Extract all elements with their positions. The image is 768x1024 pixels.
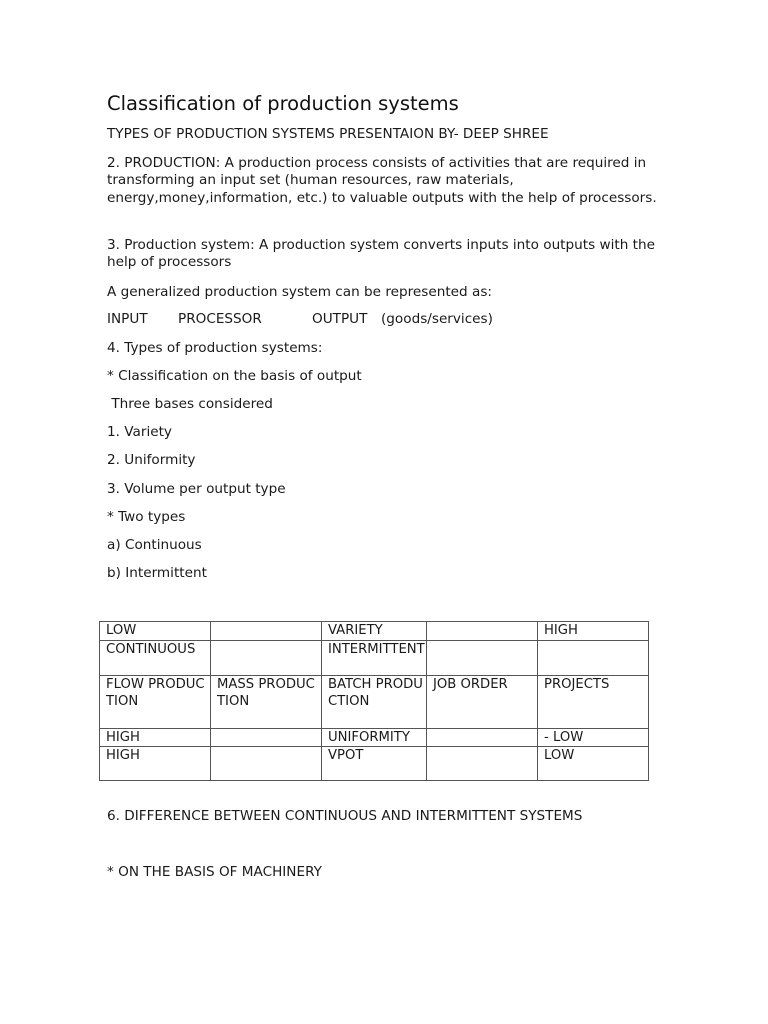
table-row [100,675,649,728]
table-cell: HIGH [100,728,211,747]
table-cell: HIGH [100,747,211,781]
classification-line: * Classification on the basis of output [107,368,362,384]
table-cell [427,622,538,641]
table-row [100,640,649,675]
table-cell: MASS PRODUCTION [211,675,322,728]
production-paragraph: 2. PRODUCTION: A production process consists of activities that are required in transforming an input set (human resources, raw materials, energy,money,information, etc.) to valuable outputs with the help of processors. [107,155,657,206]
three-bases-line: Three bases considered [107,396,273,412]
table-cell [427,728,538,747]
table-cell [538,640,649,675]
intermittent-item: b) Intermittent [107,565,207,581]
table-row [100,728,649,747]
table-cell: - LOW [538,728,649,747]
basis-item: 3. Volume per output type [107,481,286,497]
table-cell: UNIFORMITY [322,728,427,747]
table-cell: HIGH [538,622,649,641]
difference-heading: 6. DIFFERENCE BETWEEN CONTINUOUS AND INTERMITTENT SYSTEMS [107,808,583,824]
table-cell [211,622,322,641]
continuous-item: a) Continuous [107,537,202,553]
generalized-line: A generalized production system can be represented as: [107,284,492,300]
io-output-label: OUTPUT [312,311,368,327]
table-cell: INTERMITTENT [322,640,427,675]
table-cell [211,640,322,675]
subtitle-line: TYPES OF PRODUCTION SYSTEMS PRESENTAION BY- DEEP SHREE [107,126,549,142]
table-cell: VARIETY [322,622,427,641]
table-cell: JOB ORDER [427,675,538,728]
table-cell [427,747,538,781]
table-cell: LOW [100,622,211,641]
table-cell [211,747,322,781]
io-goods-label: (goods/services) [381,311,493,327]
io-input-label: INPUT [107,311,148,327]
two-types-line: * Two types [107,509,186,525]
classification-table [99,621,649,781]
types-heading: 4. Types of production systems: [107,340,323,356]
document-title: Classification of production systems [107,92,459,115]
table-row [100,622,649,641]
basis-item: 1. Variety [107,424,172,440]
table-cell: VPOT [322,747,427,781]
table-cell: CONTINUOUS [100,640,211,675]
io-representation [107,311,667,329]
classification-table-wrapper [99,621,649,781]
table-cell [211,728,322,747]
table-cell: PROJECTS [538,675,649,728]
io-processor-label: PROCESSOR [178,311,262,327]
table-cell [427,640,538,675]
table-cell: BATCH PRODUCTION [322,675,427,728]
production-system-paragraph: 3. Production system: A production system converts inputs into outputs with the help of processors [107,237,655,271]
machinery-line: * ON THE BASIS OF MACHINERY [107,864,322,880]
basis-item: 2. Uniformity [107,452,196,468]
table-cell: FLOW PRODUCTION [100,675,211,728]
table-row [100,747,649,781]
table-cell: LOW [538,747,649,781]
